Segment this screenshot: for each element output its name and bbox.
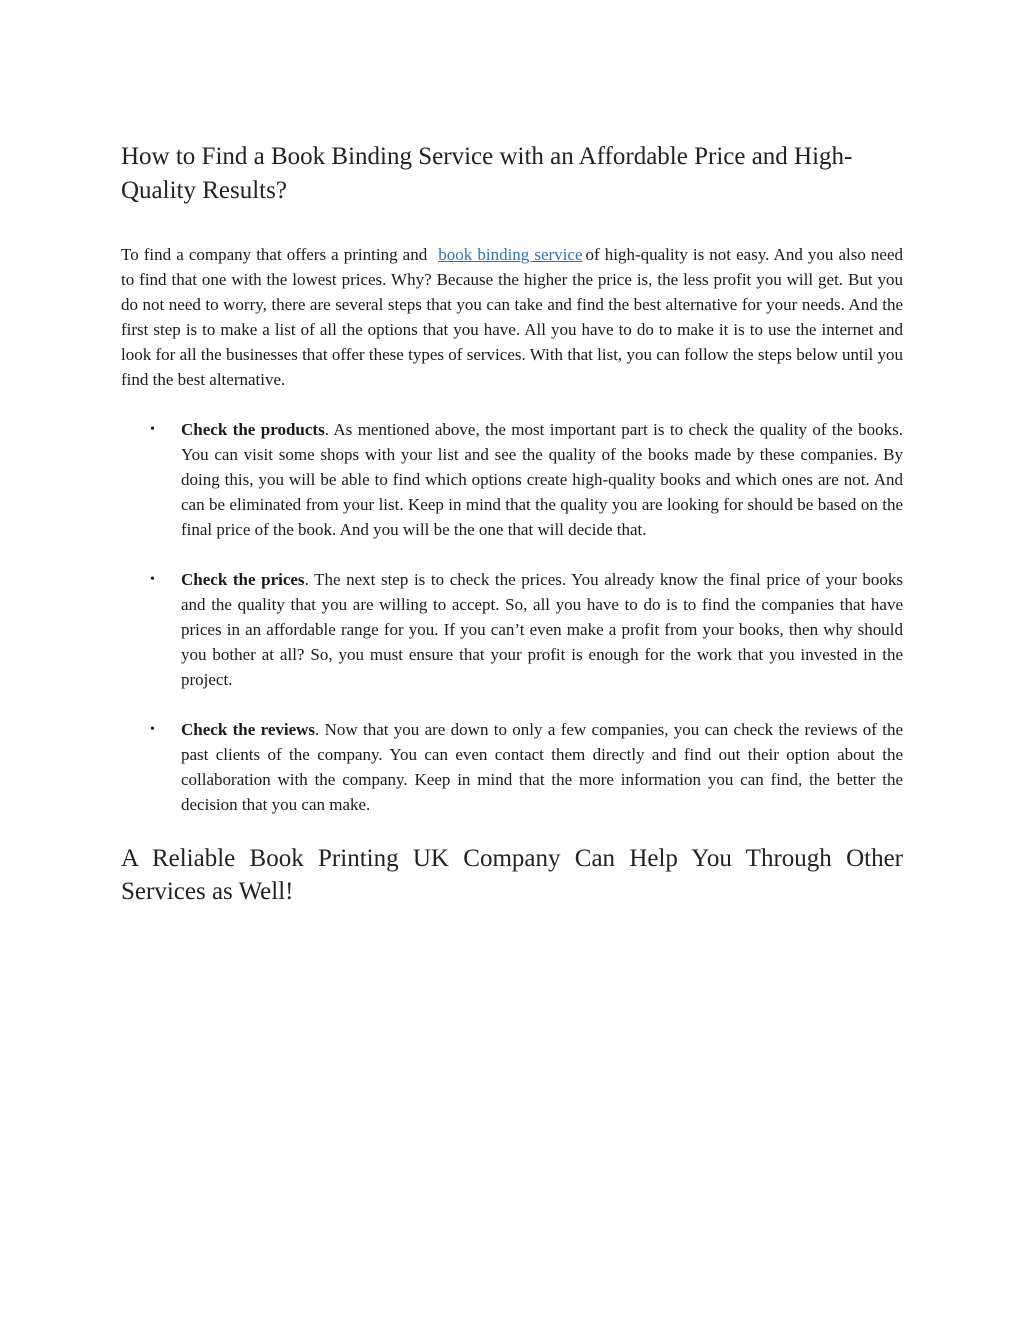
step-title: Check the reviews [181,720,316,739]
bullet-icon: • [150,572,155,587]
step-text: . The next step is to check the prices. You already know the final price of your books and the quality that you are willing to accept. So, all you have to do is to find the companies that have prices in an affordable range for you. If you can’t even make a profit from your books, then why should you bother at all? So, you must ensure that your profit is enough for the work that you invested in the project. [181,570,903,689]
page-title: How to Find a Book Binding Service with an Affordable Price and High-Quality Results? [121,143,853,204]
steps-list [121,417,903,817]
bullet-icon: • [150,722,155,737]
list-item [121,717,903,817]
document-page [121,140,903,908]
intro-text-before-link: To find a company that offers a printing and [121,245,428,264]
list-item [121,567,903,692]
section-heading: A Reliable Book Printing UK Company Can Help You Through Other Services as Well! [121,845,903,905]
intro-paragraph [121,242,903,392]
step-text: . As mentioned above, the most important part is to check the quality of the books. You can visit some shops with your list and see the quality of the books made by these companies. By doing this, you will be able to find which options create high-quality books and which ones are not. And can be eliminated from your list. Keep in mind that the quality you are looking for should be based on the final price of the book. And you will be the one that will decide that. [181,420,903,539]
step-text: . Now that you are down to only a few companies, you can check the reviews of the past clients of the company. You can even contact them directly and find out their option about the collaboration with the company. Keep in mind that the more information you can find, the better the decision that you can make. [181,720,903,814]
list-item [121,417,903,542]
intro-text-after-link: of high-quality is not easy. And you also need to find that one with the lowest prices. Why? Because the higher the price is, the less profit you will get. But you do not need to worry, there are several steps that you can take and find the best alternative for your needs. And the first step is to make a list of all the options that you have. All you have to do to make it is to use the internet and look for all the businesses that offer these types of services. With that list, you can follow the steps below until you find the best alternative. [121,245,903,389]
bullet-icon: • [150,422,155,437]
step-title: Check the products [181,420,325,439]
book-binding-service-link[interactable]: book binding service [438,245,583,264]
step-title: Check the prices [181,570,305,589]
